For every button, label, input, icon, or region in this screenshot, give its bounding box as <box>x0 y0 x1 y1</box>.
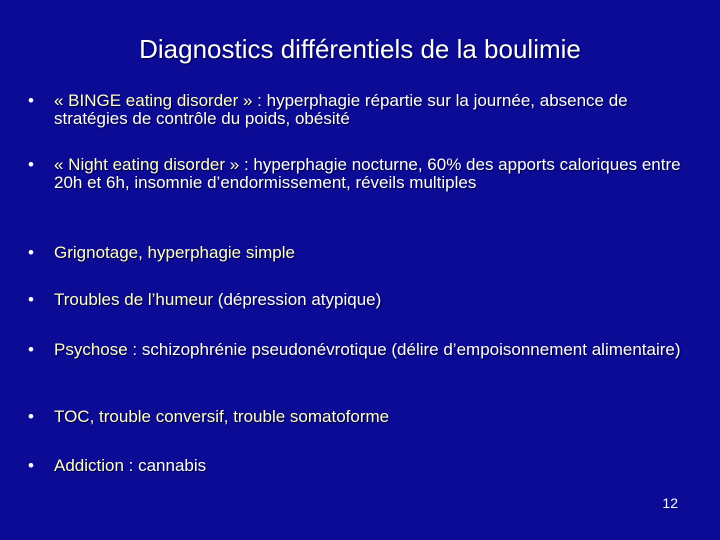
bullet-text <box>54 341 698 359</box>
bullet-item <box>28 92 698 128</box>
bullet-highlight: TOC, trouble conversif, trouble somatoforme <box>54 407 390 426</box>
bullet-body: : schizophrénie pseudonévrotique (délire d’empoisonnement alimentaire) <box>127 340 681 359</box>
bullet-highlight: « BINGE eating disorder » <box>54 91 253 110</box>
bullet-item <box>28 457 698 475</box>
bullet-item <box>28 244 698 262</box>
slide-title: Diagnostics différentiels de la boulimie <box>139 34 581 64</box>
page-number: 12 <box>662 495 678 511</box>
bullet-dot-icon: • <box>28 456 34 475</box>
bullet-highlight: Troubles de l’humeur <box>54 290 214 309</box>
bullet-item <box>28 291 698 309</box>
bullet-item <box>28 408 698 426</box>
bullet-highlight: Psychose <box>54 340 128 359</box>
bullet-dot-icon: • <box>28 155 34 174</box>
bullet-body: (dépression atypique) <box>213 290 382 309</box>
bullet-body: : hyperphagie répartie sur la journée, absence de stratégies de contrôle du poids, obésité <box>54 91 628 128</box>
bullet-text <box>54 92 698 128</box>
bullet-item <box>28 156 698 192</box>
bullet-dot-icon: • <box>28 407 34 426</box>
bullet-body: : cannabis <box>123 456 207 475</box>
bullet-item <box>28 341 698 359</box>
bullet-dot-icon: • <box>28 91 34 110</box>
bullet-dot-icon: • <box>28 243 34 262</box>
bullet-dot-icon: • <box>28 340 34 359</box>
bullet-highlight: Addiction <box>54 456 124 475</box>
bullet-text <box>54 244 698 262</box>
bullet-highlight: « Night eating disorder » <box>54 155 240 174</box>
bullet-text <box>54 291 698 309</box>
bullet-dot-icon: • <box>28 290 34 309</box>
bullet-text <box>54 156 698 192</box>
bullet-text <box>54 408 698 426</box>
bullet-body: : hyperphagie nocturne, 60% des apports caloriques entre 20h et 6h, insomnie d’endormissement, réveils multiples <box>54 155 681 192</box>
bullet-highlight: Grignotage, hyperphagie simple <box>54 243 295 262</box>
bullet-text <box>54 457 698 475</box>
